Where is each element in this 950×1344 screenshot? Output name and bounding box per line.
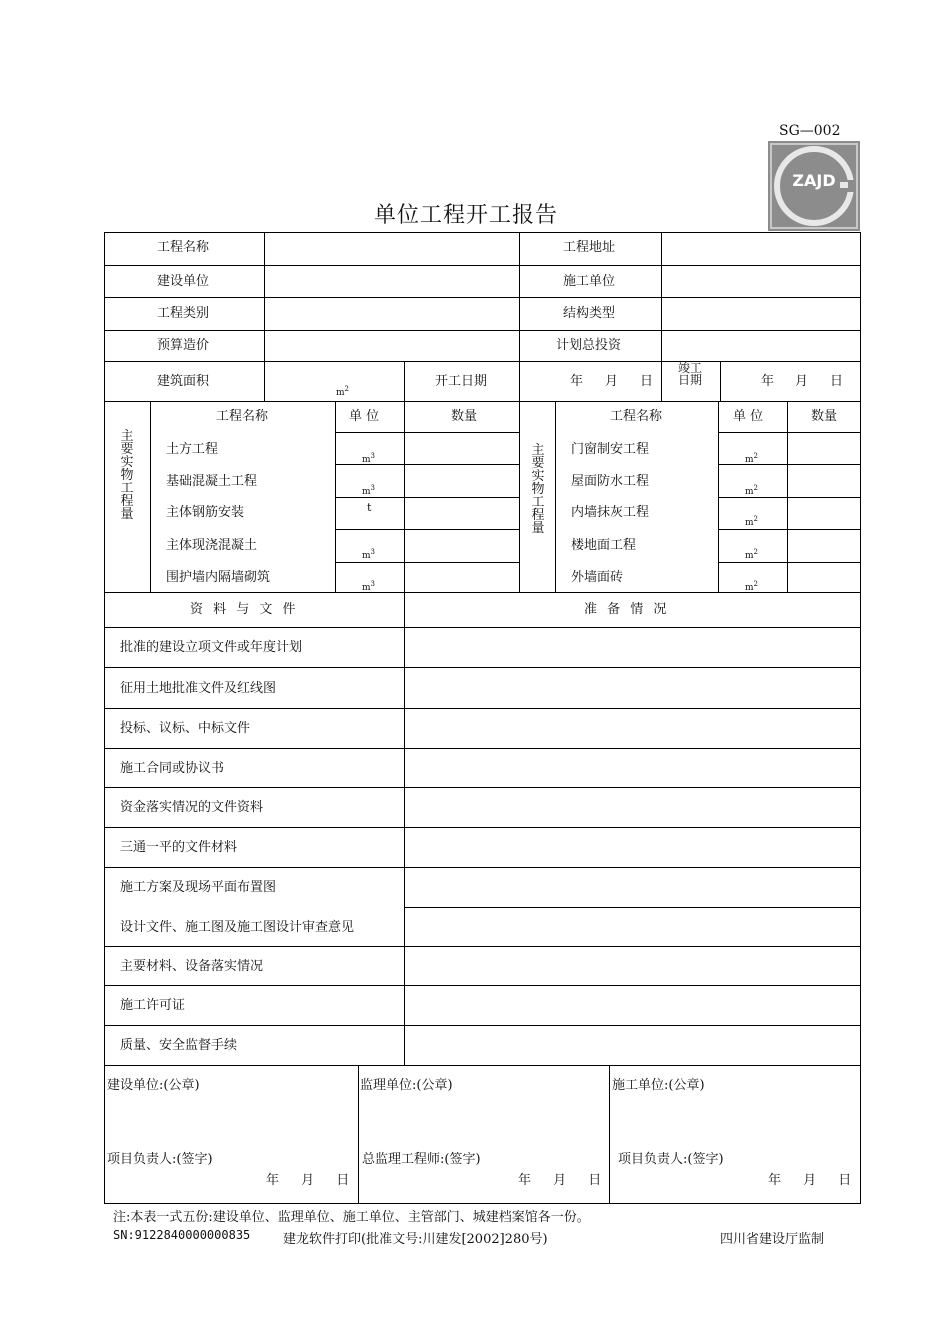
page-title: 单位工程开工报告 bbox=[374, 203, 559, 228]
start-date-month: 月 bbox=[605, 374, 619, 389]
zajd-logo-icon bbox=[768, 141, 860, 231]
builder-unit-label: 建设单位 bbox=[157, 274, 210, 289]
contractor-seal-label: 施工单位:(公章) bbox=[612, 1078, 705, 1093]
supervisor-signature-label: 总监理工程师:(签字) bbox=[362, 1152, 481, 1167]
planned-investment-label: 计划总投资 bbox=[556, 338, 622, 353]
software-print-note: 建龙软件打印(批准文号:川建发[2002]280号) bbox=[283, 1232, 548, 1247]
qty-col-unit-left: 单 位 bbox=[349, 409, 380, 424]
prep-item: 设计文件、施工图及施工图设计审查意见 bbox=[120, 920, 355, 935]
qty-item-unit: $m^2$ bbox=[745, 484, 759, 497]
qty-item-name: 基础混凝土工程 bbox=[166, 474, 258, 489]
qty-item-name: 楼地面工程 bbox=[571, 538, 637, 553]
completion-date-month: 月 bbox=[795, 374, 809, 389]
supervisor-date: 年 月 日 bbox=[518, 1173, 602, 1188]
budget-cost-label: 预算造价 bbox=[157, 338, 210, 353]
qty-item-unit: t bbox=[367, 501, 372, 514]
prep-col-status: 准 备 情 况 bbox=[584, 602, 670, 617]
prep-item: 三通一平的文件材料 bbox=[120, 840, 238, 855]
qty-item-name: 土方工程 bbox=[166, 442, 219, 457]
prep-item: 投标、议标、中标文件 bbox=[120, 721, 251, 736]
qty-col-qty-left: 数量 bbox=[451, 409, 478, 424]
qty-item-unit: $m^2$ bbox=[745, 548, 759, 561]
prep-item: 批准的建设立项文件或年度计划 bbox=[120, 640, 303, 655]
completion-date-day: 日 bbox=[830, 374, 844, 389]
prep-col-docs: 资 料 与 文 件 bbox=[190, 602, 299, 617]
start-date-year: 年 bbox=[570, 374, 584, 389]
building-area-label: 建筑面积 bbox=[157, 374, 210, 389]
qty-col-name-right: 工程名称 bbox=[610, 409, 663, 424]
qty-col-unit-right: 单 位 bbox=[733, 409, 764, 424]
qty-item-unit: $m^3$ bbox=[362, 580, 376, 593]
quantities-side-label-left: 主要实物工程量 bbox=[120, 429, 134, 522]
prep-item: 施工方案及现场平面布置图 bbox=[120, 880, 277, 895]
qty-item-unit: $m^2$ bbox=[745, 515, 759, 528]
qty-item-name: 门窗制安工程 bbox=[571, 442, 650, 457]
qty-item-name: 围护墙内隔墙砌筑 bbox=[166, 570, 271, 585]
qty-col-name-left: 工程名称 bbox=[216, 409, 269, 424]
prep-item: 施工合同或协议书 bbox=[120, 761, 225, 776]
start-date-label: 开工日期 bbox=[435, 374, 488, 389]
completion-date-label-2: 日期 bbox=[678, 373, 703, 387]
quantities-side-label-right: 主要实物工程量 bbox=[531, 443, 545, 536]
project-category-label: 工程类别 bbox=[157, 306, 210, 321]
prep-item: 征用土地批准文件及红线图 bbox=[120, 681, 277, 696]
qty-item-unit: $m^2$ bbox=[745, 580, 759, 593]
contractor-signature-label: 项目负责人:(签字) bbox=[618, 1152, 724, 1167]
construction-unit-label: 施工单位 bbox=[563, 274, 616, 289]
document-code: SG—002 bbox=[779, 123, 841, 139]
qty-item-name: 主体钢筋安装 bbox=[166, 505, 245, 520]
logo-text: ZAJD bbox=[792, 171, 836, 190]
prep-item: 主要材料、设备落实情况 bbox=[120, 959, 264, 974]
project-address-label: 工程地址 bbox=[563, 240, 616, 255]
serial-number: SN:9122840000000835 bbox=[113, 1228, 251, 1242]
completion-date-label-1: 竣工 bbox=[678, 361, 703, 375]
qty-item-name: 屋面防水工程 bbox=[571, 474, 650, 489]
issuing-authority: 四川省建设厅监制 bbox=[720, 1232, 825, 1247]
qty-item-name: 内墙抹灰工程 bbox=[571, 505, 650, 520]
prep-item: 质量、安全监督手续 bbox=[120, 1038, 238, 1053]
structure-type-label: 结构类型 bbox=[563, 306, 616, 321]
prep-item: 施工许可证 bbox=[120, 998, 186, 1013]
qty-item-name: 外墙面砖 bbox=[571, 570, 624, 585]
completion-date-year: 年 bbox=[761, 374, 775, 389]
qty-col-qty-right: 数量 bbox=[811, 409, 838, 424]
start-date-day: 日 bbox=[640, 374, 654, 389]
prep-item: 资金落实情况的文件资料 bbox=[120, 800, 264, 815]
qty-item-unit: $m^3$ bbox=[362, 452, 376, 465]
builder-signature-label: 项目负责人:(签字) bbox=[107, 1152, 213, 1167]
area-unit: $m^2$ bbox=[336, 385, 350, 398]
qty-item-unit: $m^3$ bbox=[362, 484, 376, 497]
contractor-date: 年 月 日 bbox=[768, 1173, 852, 1188]
qty-item-name: 主体现浇混凝土 bbox=[166, 538, 258, 553]
builder-date: 年 月 日 bbox=[266, 1173, 350, 1188]
footer-note: 注:本表一式五份:建设单位、监理单位、施工单位、主管部门、城建档案馆各一份。 bbox=[113, 1210, 590, 1225]
project-name-label: 工程名称 bbox=[157, 240, 210, 255]
qty-item-unit: $m^2$ bbox=[745, 452, 759, 465]
supervisor-seal-label: 监理单位:(公章) bbox=[360, 1078, 453, 1093]
qty-item-unit: $m^3$ bbox=[362, 548, 376, 561]
builder-seal-label: 建设单位:(公章) bbox=[107, 1078, 200, 1093]
